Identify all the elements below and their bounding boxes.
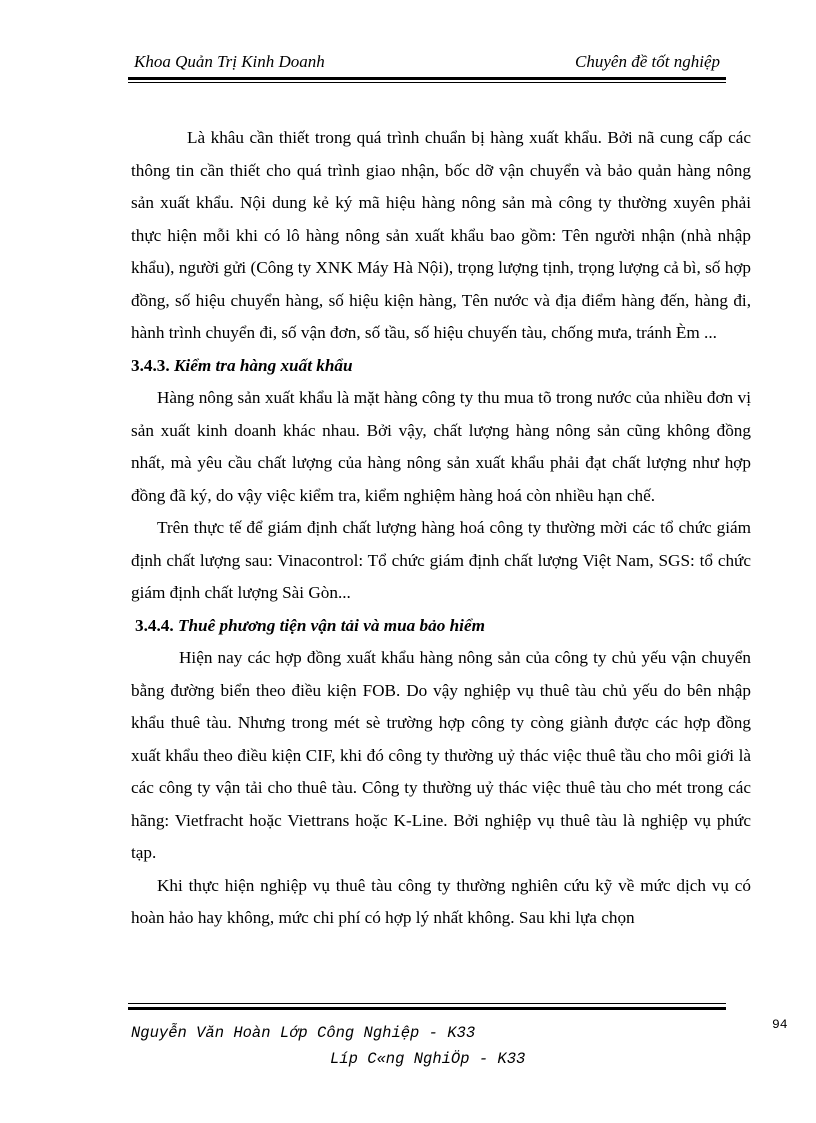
page-header <box>130 52 726 78</box>
section-heading-3-4-4 <box>131 610 751 643</box>
header-department: Khoa Quản Trị Kinh Doanh <box>134 52 325 71</box>
section-number: 3.4.4. <box>135 615 174 635</box>
footer-rule-thin <box>128 1003 726 1004</box>
footer-rule-thick <box>128 1007 726 1010</box>
page-body <box>131 122 751 935</box>
paragraph-inspection-orgs: Trên thực tế để giám định chất lượng hàng hoá công ty thường mời các tổ chức giám định chất lượng sau: Vinacontrol: Tổ chức giám định chất lượng Việt Nam, SGS: tổ chức giám định chất lượng Sài Gòn... <box>131 518 751 602</box>
header-rule-thin <box>128 82 726 83</box>
section-title: Thuê phương tiện vận tải và mua bảo hiểm <box>177 615 485 635</box>
paragraph-chartering: Khi thực hiện nghiệp vụ thuê tàu công ty thường nghiên cứu kỹ về mức dịch vụ có hoàn hảo hay không, mức chi phí có hợp lý nhất không. Sau khi lựa chọn <box>131 875 751 927</box>
header-rule-thick <box>128 77 726 80</box>
page-number: 94 <box>772 1017 788 1032</box>
paragraph-marking: Là khâu cần thiết trong quá trình chuẩn bị hàng xuất khẩu. Bởi nã cung cấp các thông tin cần thiết cho quá trình giao nhận, bốc dỡ vận chuyển và bảo quản hàng nông sản xuất khẩu. Nội dung kẻ ký mã hiệu hàng nông sản mà công ty thường xuyên phải thực hiện mỗi khi có lô hàng nông sản xuất khẩu bao gồm: Tên người nhận (nhà nhập khẩu), người gửi (Công ty XNK Máy Hà Nội), trọng lượng tịnh, trọng lượng cả bì, số hợp đồng, số hiệu chuyển hàng, số hiệu kiện hàng, Tên nước và địa điểm hàng đến, hàng đi, hành trình chuyển đi, số vận đơn, số tầu, số hiệu chuyến tàu, chống mưa, tránh Èm ... <box>131 128 751 342</box>
footer-class-line: Líp C«ng NghiÖp - K33 <box>330 1050 526 1068</box>
header-document-type: Chuyên đề tốt nghiệp <box>575 52 720 71</box>
footer-author-line: Nguyễn Văn Hoàn Lớp Công Nghiệp - K33 <box>131 1024 476 1042</box>
paragraph-shipping: Hiện nay các hợp đồng xuất khẩu hàng nông sản của công ty chủ yếu vận chuyển bằng đường biển theo điều kiện FOB. Do vậy nghiệp vụ thuê tàu chủ yếu do bên nhập khẩu thuê tàu. Nhưng trong mét sè trường hợp công ty còng giành được các hợp đồng xuất khẩu theo điều kiện CIF, khi đó công ty thường uỷ thác việc thuê tầu cho môi giới là các công ty vận tải cho thuê tàu. Công ty thường uỷ thác việc thuê tàu cho mét trong các hãng: Vietfracht hoặc Viettrans hoặc K-Line. Bởi nghiệp vụ thuê tàu là nghiệp vụ phức tạp. <box>131 648 751 862</box>
paragraph-quality-check: Hàng nông sản xuất khẩu là mặt hàng công ty thu mua tõ trong nước của nhiều đơn vị sản xuất kinh doanh khác nhau. Bởi vậy, chất lượng hàng nông sản cũng không đồng nhất, mà yêu cầu chất lượng của hàng nông sản xuất khẩu phải đạt chất lượng như hợp đồng đã ký, do vậy việc kiểm tra, kiểm nghiệm hàng hoá còn nhiều hạn chế. <box>131 388 751 505</box>
section-title: Kiểm tra hàng xuất khẩu <box>173 355 353 375</box>
section-heading-3-4-3 <box>131 350 751 383</box>
section-number: 3.4.3. <box>131 355 170 375</box>
